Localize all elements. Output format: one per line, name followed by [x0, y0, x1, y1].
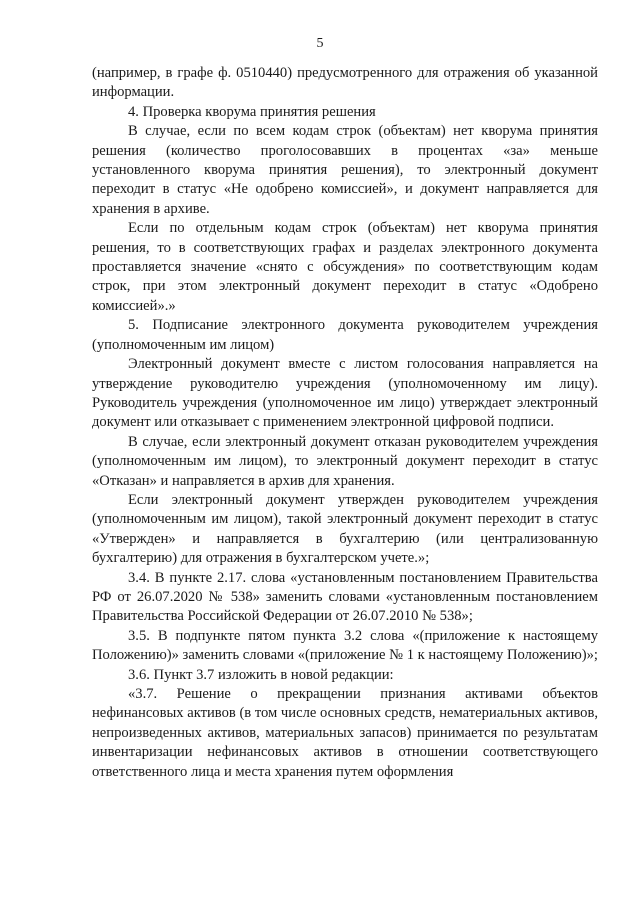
page-number: 5: [316, 36, 324, 51]
clause-3-4: 3.4. В пункте 2.17. слова «установленным постановлением Правительства РФ от 26.07.2020 № 538» заменить словами «установленным постановлением Правительства Российской Федерации от 26.07.2010 № 538»;: [92, 569, 598, 625]
paragraph-1: (например, в графе ф. 0510440) предусмотренного для отражения об указанной информации.: [92, 65, 598, 101]
document-body: [92, 64, 598, 782]
paragraph-3: В случае, если по всем кодам строк (объектам) нет кворума принятия решения (количество проголосовавших в процентах «за» меньше установленного кворума принятия решения), то электронный документ переходит в статус «Не одобрено комиссией», и документ направляется для хранения в архиве.: [92, 123, 598, 217]
clause-3-7: «3.7. Решение о прекращении признания активами объектов нефинансовых активов (в том числе основных средств, нематериальных активов, непроизведенных активов, материальных запасов) принимается по результатам инвентаризации нефинансовых активов в отношении соответствующего ответственного лица и места хранения путем оформления: [92, 686, 598, 780]
section-heading-quorum: 4. Проверка кворума принятия решения: [128, 103, 376, 120]
paragraph-8: Если электронный документ утвержден руководителем учреждения (уполномоченным им лицом), такой электронный документ переходит в статус «Утвержден» и направляется в бухгалтерию (или централизованную бухгалтерию) для отражения в бухгалтерском учете.»;: [92, 491, 598, 567]
paragraph-6: Электронный документ вместе с листом голосования направляется на утверждение руководителю учреждения (уполномоченному им лицу). Руководитель учреждения (уполномоченное им лицо) утверждает электронный документ или отказывает с применением электронной цифровой подписи.: [92, 356, 598, 431]
section-heading-signing: 5. Подписание электронного документа руководителем учреждения (уполномоченным им лицом): [92, 317, 598, 353]
paragraph-7: В случае, если электронный документ отказан руководителем учреждения (уполномоченным им лицом), то электронный документ переходит в статус «Отказан» и направляется в архив для хранения.: [92, 433, 598, 489]
clause-3-5: 3.5. В подпункте пятом пункта 3.2 слова «(приложение к настоящему Положению)» заменить словами «(приложение № 1 к настоящему Положению)»;: [92, 627, 598, 664]
paragraph-4: Если по отдельным кодам строк (объектам) нет кворума принятия решения, то в соответствующих графах и разделах электронного документа проставляется значение «снято с обсуждения» по соответствующим кодам строк, при этом электронный документ переходит в статус «Одобрено комиссией».»: [92, 220, 598, 314]
clause-3-6: 3.6. Пункт 3.7 изложить в новой редакции:: [128, 666, 394, 683]
